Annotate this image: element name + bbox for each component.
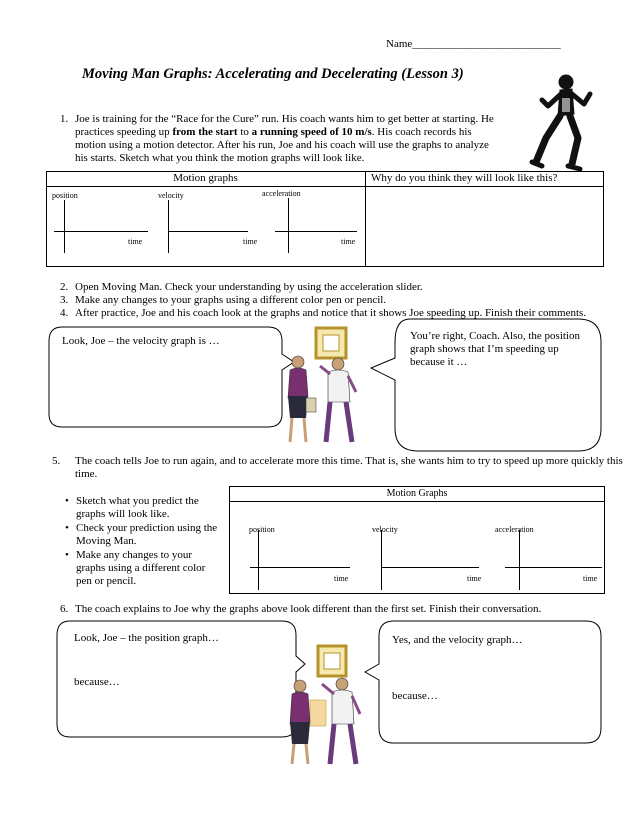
table-header-why: Why do you think they will look like this? <box>371 172 558 184</box>
table-divider <box>46 186 604 187</box>
table-header-motion-graphs: Motion graphs <box>173 172 238 184</box>
graph-x-axis <box>168 231 248 232</box>
question-3 <box>60 294 620 307</box>
table-divider <box>229 501 605 502</box>
graph-ylabel-velocity: velocity <box>158 191 184 200</box>
graph-y-axis <box>168 200 169 253</box>
question-number: 1. <box>60 113 69 125</box>
bubble-text-coach: Look, Joe – the velocity graph is … <box>62 335 220 347</box>
graph-x-axis <box>381 567 479 568</box>
q5-instructions-list <box>62 495 222 589</box>
graph-x-axis <box>250 567 350 568</box>
list-item: • Check your prediction using the Moving Man. <box>65 522 218 547</box>
question-2 <box>60 281 620 294</box>
bubble-text-because: because… <box>392 690 438 702</box>
question-text: The coach tells Joe to run again, and to accelerate more this time. That is, she wants him to try to speed up more quickly this time. <box>75 455 623 480</box>
question-5 <box>52 455 632 481</box>
graph-y-axis <box>288 198 289 253</box>
emphasis-text: from the start <box>172 126 238 138</box>
bubble-text-joe: You’re right, Coach. Also, the position graph shows that I’m speeding up because it … <box>410 330 580 368</box>
graph-x-axis <box>54 231 148 232</box>
question-text: to <box>237 126 252 138</box>
graph-xlabel-time: time <box>243 237 258 246</box>
table-divider <box>365 171 366 267</box>
question-text: The coach explains to Joe why the graphs above look different than the first set. Finish their conversation. <box>75 603 542 615</box>
question-number: 2. <box>60 281 69 293</box>
question-text: Joe is training for the “Race for the Cure” run. His coach wants him to get better at starting. He practices speeding up <box>75 113 494 138</box>
emphasis-text: a running speed of 10 m/s <box>251 126 372 138</box>
graph-y-axis <box>64 200 65 253</box>
bubble-text-joe: Yes, and the velocity graph… <box>392 634 523 646</box>
graph-y-axis <box>519 530 520 590</box>
graph-ylabel-position: position <box>52 191 78 200</box>
question-number: 5. <box>52 455 61 467</box>
name-field-label: Name___________________________ <box>386 38 561 50</box>
runner-illustration <box>524 72 596 177</box>
list-item: • Sketch what you predict the graphs will look like. <box>65 495 199 520</box>
graph-x-axis <box>505 567 602 568</box>
question-1 <box>60 113 500 165</box>
coach-and-joe-illustration-2 <box>284 644 376 768</box>
graph-ylabel-acceleration: acceleration <box>495 525 534 534</box>
graph-xlabel-time: time <box>128 237 143 246</box>
graph-xlabel-time: time <box>341 237 356 246</box>
question-text: . His coach records his motion using a motion detector. After his run, Joe and his coach will use the graphs to analyze his starts. Sketch what you think the motion graphs will look like. <box>75 126 489 164</box>
page-title: Moving Man Graphs: Accelerating and Decelerating (Lesson 3) <box>82 66 464 82</box>
question-text: Make any changes to your graphs using a different color pen or pencil. <box>75 294 387 306</box>
graph-ylabel-position: position <box>249 525 275 534</box>
coach-and-joe-illustration <box>276 326 372 446</box>
graph-xlabel-time: time <box>583 574 598 583</box>
question-number: 3. <box>60 294 69 306</box>
question-text: Open Moving Man. Check your understanding by using the acceleration slider. <box>75 281 423 293</box>
question-number: 4. <box>60 307 69 319</box>
graph-xlabel-time: time <box>334 574 349 583</box>
list-item: • Make any changes to your graphs using a different color pen or pencil. <box>65 549 206 587</box>
table-header-motion-graphs: Motion Graphs <box>386 488 448 499</box>
graph-y-axis <box>381 530 382 590</box>
bubble-text-because: because… <box>74 676 120 688</box>
question-text: After practice, Joe and his coach look at the graphs and notice that it shows Joe speeding up. Finish their comments. <box>75 307 587 319</box>
question-6 <box>60 603 620 616</box>
motion-graphs-table-2 <box>229 486 605 594</box>
question-number: 6. <box>60 603 69 615</box>
graph-y-axis <box>258 530 259 590</box>
bubble-text-coach: Look, Joe – the position graph… <box>74 632 219 644</box>
graph-xlabel-time: time <box>467 574 482 583</box>
graph-x-axis <box>275 231 357 232</box>
graph-ylabel-velocity: velocity <box>372 525 398 534</box>
graph-ylabel-acceleration: acceleration <box>262 189 301 198</box>
